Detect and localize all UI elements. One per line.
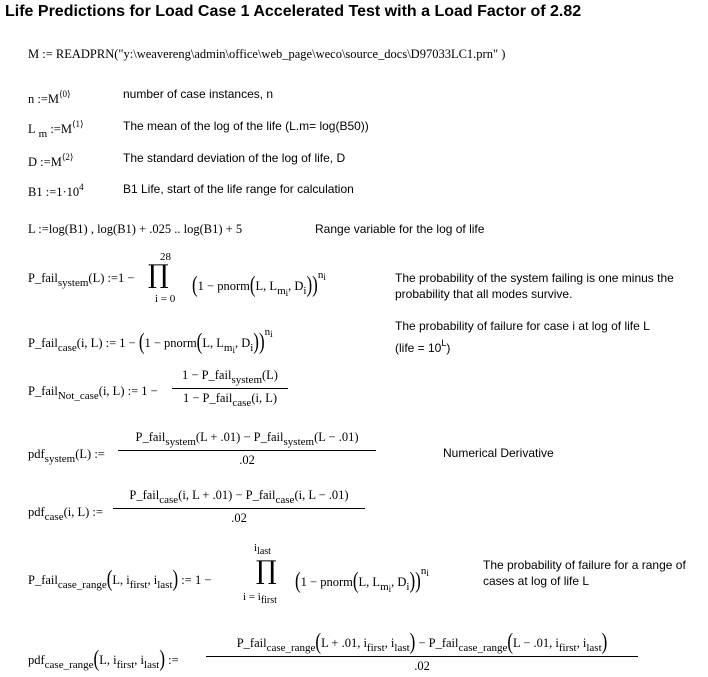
m-rhs: READPRN("y:\weavereng\admin\office\web_page\weco\source_docs\D97033LC1.prn" ): [55, 47, 506, 61]
n-definition: n $:=M^{⟨0⟩}$: [28, 89, 71, 106]
m-lhs: M: [28, 47, 40, 61]
lm-definition: L $_m$ $:=M^{⟨1⟩}$: [28, 119, 84, 140]
pfail-notcase-lhs: P_fail$_{Not\_case}$(i, L) := 1 −: [28, 384, 158, 402]
m-definition: [28, 48, 505, 61]
sys-product-top: 28: [160, 251, 171, 263]
range-product-top: $i_{last}$: [254, 542, 271, 557]
pdf-case-lhs: pdf$_{case}$(i, L) :=: [28, 505, 103, 523]
d-definition: D $:=M^{⟨2⟩}$: [28, 152, 74, 169]
l-description: Range variable for the log of life: [315, 222, 485, 236]
assign-op: :=: [42, 47, 53, 61]
l-definition: L :=log(B1) , log(B1) + .025 .. log(B1) + 5: [28, 222, 243, 236]
pfail-caserange-lhs: P_fail$_{case\_range}$(L, $i_{first}$, $i_{last}$) := 1 −: [28, 565, 212, 592]
numerical-derivative-label: Numerical Derivative: [443, 446, 554, 460]
system-description: The probability of the system failing is one minus the probability that all modes survive.: [395, 271, 674, 302]
range-product-symbol: ∏: [256, 556, 277, 586]
range-product-bottom: $i = i_{first}$: [243, 591, 277, 606]
case-description-line2: (life = $10^L$): [395, 338, 451, 355]
range-product-body: (1 − pnorm(L, $L_{mi}$, $D_i))^{ni}$: [295, 565, 429, 594]
case-description-line1: The probability of failure for case i at log of life L: [395, 319, 650, 333]
notcase-fraction: 1 − P_fail$_{system}$(L) 1 − P_fail$_{case}$(i, L): [172, 368, 288, 409]
pdf-system-lhs: pdf$_{system}$(L) :=: [28, 447, 105, 465]
range-description: The probability of failure for a range of cases at log of life L: [483, 558, 686, 589]
pdf-caserange-fraction: P_fail$_{case\_range}$(L + .01, $i_{first}$, $i_{last}$) − P_fail$_{case\_range}$(L − .01, $i_{first}$, $i_{last}$) .02: [206, 632, 638, 674]
pfail-case-equation: P_fail$_{case}$(i, L) := 1 − (1 − pnorm(L, $L_{mi}$, $D_i))^{ni}$: [28, 326, 273, 355]
lm-description: The mean of the log of the life (L.m= log(B50)): [123, 119, 369, 133]
pdf-caserange-lhs: pdf$_{case\_range}$(L, $i_{first}$, $i_{last}$) :=: [28, 645, 179, 672]
sys-product-bottom: i = 0: [155, 293, 176, 305]
page-title: Life Predictions for Load Case 1 Accelerated Test with a Load Factor of 2.82: [5, 3, 582, 20]
d-description: The standard deviation of the log of life, D: [123, 151, 346, 165]
pfail-system-lhs: P_fail$_{system}$(L) :=1 −: [28, 271, 135, 289]
b1-description: B1 Life, start of the life range for calculation: [123, 182, 354, 196]
n-description: number of case instances, n: [123, 87, 274, 101]
pdf-case-fraction: P_fail$_{case}$(i, L + .01) − P_fail$_{case}$(i, L − .01) .02: [113, 488, 365, 526]
pdf-system-fraction: P_fail$_{system}$(L + .01) − P_fail$_{system}$(L − .01) .02: [118, 430, 376, 468]
b1-definition: B1 $:=1\cdot 10^4$: [28, 182, 84, 199]
product-symbol: ∏: [148, 260, 169, 290]
sys-product-body: (1 − pnorm(L, $L_{mi}$, $D_i))^{ni}$: [192, 269, 326, 298]
